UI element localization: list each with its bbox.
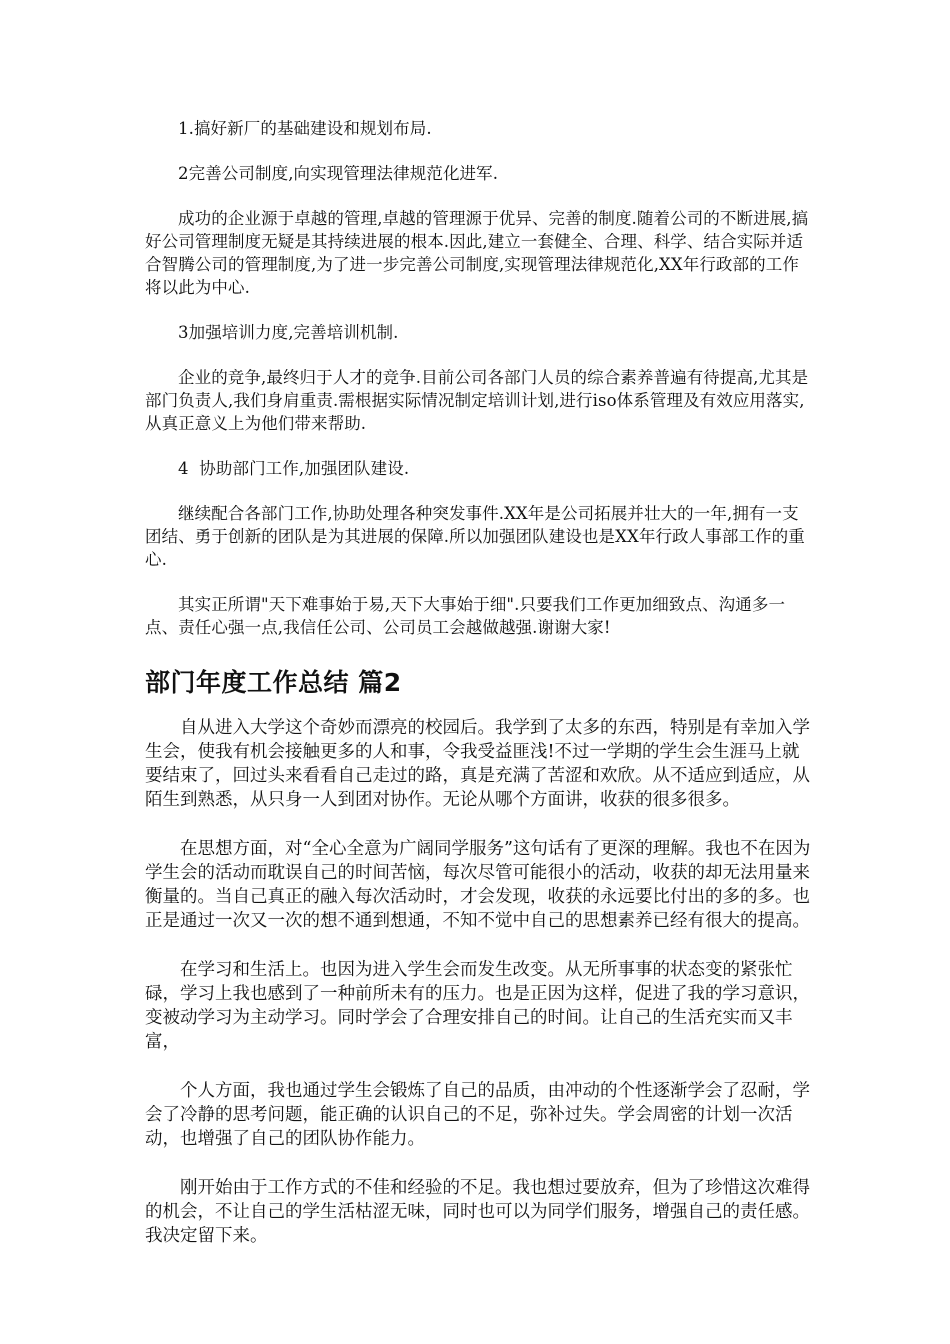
document-body [145, 117, 811, 1273]
section2-paragraph-4: 个人方面，我也通过学生会锻炼了自己的品质，由冲动的个性逐渐学会了忍耐，学会了冷静的思考问题，能正确的认识自己的不足，弥补过失。学会周密的计划一次活动，也增强了自己的团队协作能力。 [145, 1081, 810, 1149]
section2-paragraph-5: 刚开始由于工作方式的不佳和经验的不足。我也想过要放弃，但为了珍惜这次难得的机会，不让自己的学生活枯涩无味，同时也可以为同学们服务，增强自己的责任感。我决定留下来。 [145, 1178, 810, 1246]
section1-paragraph-3: 成功的企业源于卓越的管理,卓越的管理源于优异、完善的制度.随着公司的不断进展,搞好公司管理制度无疑是其持续进展的根本.因此,建立一套健全、合理、科学、结合实际并适合智腾公司的管理制度,为了进一步完善公司制度,实现管理法律规范化,XX年行政部的工作将以此为中心. [145, 209, 809, 297]
section1-paragraph-1: 1.搞好新厂的基础建设和规划布局. [178, 119, 432, 138]
section1-paragraph-8: 其实正所谓"天下难事始于易,天下大事始于细".只要我们工作更加细致点、沟通多一点、责任心强一点,我信任公司、公司员工会越做越强.谢谢大家! [145, 595, 786, 637]
section2-paragraph-2: 在思想方面，对“全心全意为广阔同学服务”这句话有了更深的理解。我也不在因为学生会的活动而耽误自己的时间苦恼，每次尽管可能很小的活动，收获的却无法用量来衡量的。当自己真正的融入每次活动时，才会发现，收获的永远要比付出的多的多。也正是通过一次又一次的想不通到想通，不知不觉中自己的思想素养已经有很大的提高。 [145, 839, 811, 931]
section1-paragraph-4: 3加强培训力度,完善培训机制. [178, 323, 399, 342]
section1-paragraph-7: 继续配合各部门工作,协助处理各种突发事件.XX年是公司拓展并壮大的一年,拥有一支团结、勇于创新的团队是为其进展的保障.所以加强团队建设也是XX年行政人事部工作的重心. [145, 504, 805, 569]
section1-paragraph-5: 企业的竞争,最终归于人才的竞争.目前公司各部门人员的综合素养普遍有待提高,尤其是部门负责人,我们身肩重责.需根据实际情况制定培训计划,进行iso体系管理及有效应用落实,从真正意义上为他们带来帮助. [145, 368, 809, 433]
section1-paragraph-2: 2完善公司制度,向实现管理法律规范化进军. [178, 164, 499, 183]
section2-heading: 部门年度工作总结 篇2 [145, 668, 402, 697]
section2-paragraph-1: 自从进入大学这个奇妙而漂亮的校园后。我学到了太多的东西，特别是有幸加入学生会，使我有机会接触更多的人和事，令我受益匪浅!不过一学期的学生会生涯马上就要结束了，回过头来看看自己走过的路，真是充满了苦涩和欢欣。从不适应到适应，从陌生到熟悉，从只身一人到团对协作。无论从哪个方面讲，收获的很多很多。 [145, 718, 810, 810]
section1-paragraph-6: 4 协助部门工作,加强团队建设. [178, 459, 410, 478]
section2-paragraph-3: 在学习和生活上。也因为进入学生会而发生改变。从无所事事的状态变的紧张忙碌，学习上我也感到了一种前所未有的压力。也是正因为这样，促进了我的学习意识，变被动学习为主动学习。同时学会了合理安排自己的时间。让自己的生活充实而又丰富， [145, 960, 810, 1052]
